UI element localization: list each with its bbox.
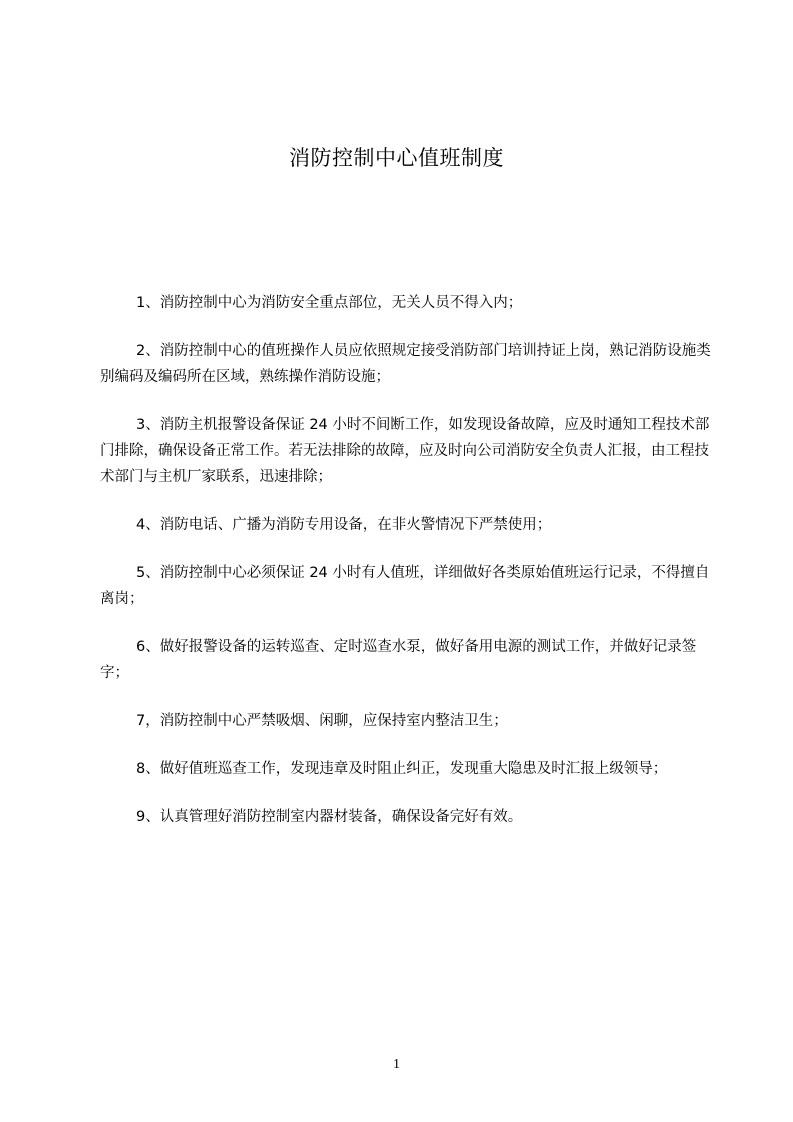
page-number: 1 [393,1057,400,1072]
rule-item-8: 8、做好值班巡查工作，发现违章及时阻止纠正，发现重大隐患及时汇报上级领导； [136,761,668,777]
rule-item-9: 9、认真管理好消防控制室内器材装备，确保设备完好有效。 [136,809,523,825]
document-title: 消防控制中心值班制度 [289,146,504,170]
rule-item-4: 4、消防电话、广播为消防专用设备，在非火警情况下严禁使用； [136,517,552,533]
rule-item-2: 2、消防控制中心的值班操作人员应依照规定接受消防部门培训持证上岗，熟记消防设施类别编码及编码所在区域，熟练操作消防设施； [100,343,711,385]
rule-item-1: 1、消防控制中心为消防安全重点部位，无关人员不得入内； [136,295,523,311]
rule-item-5: 5、消防控制中心必须保证 24 小时有人值班，详细做好各类原始值班运行记录，不得擅自离岗； [100,565,710,607]
rule-item-6: 6、做好报警设备的运转巡查、定时巡查水泵，做好备用电源的测试工作，并做好记录签字； [100,639,697,681]
rule-item-3: 3、消防主机报警设备保证 24 小时不间断工作，如发现设备故障，应及时通知工程技术部门排除，确保设备正常工作。若无法排除的故障，应及时向公司消防安全负责人汇报，由工程技术部门与主机厂家联系，迅速排除； [100,417,710,485]
rule-item-7: 7，消防控制中心严禁吸烟、闲聊，应保持室内整洁卫生； [136,713,508,729]
rule-list [100,290,712,852]
